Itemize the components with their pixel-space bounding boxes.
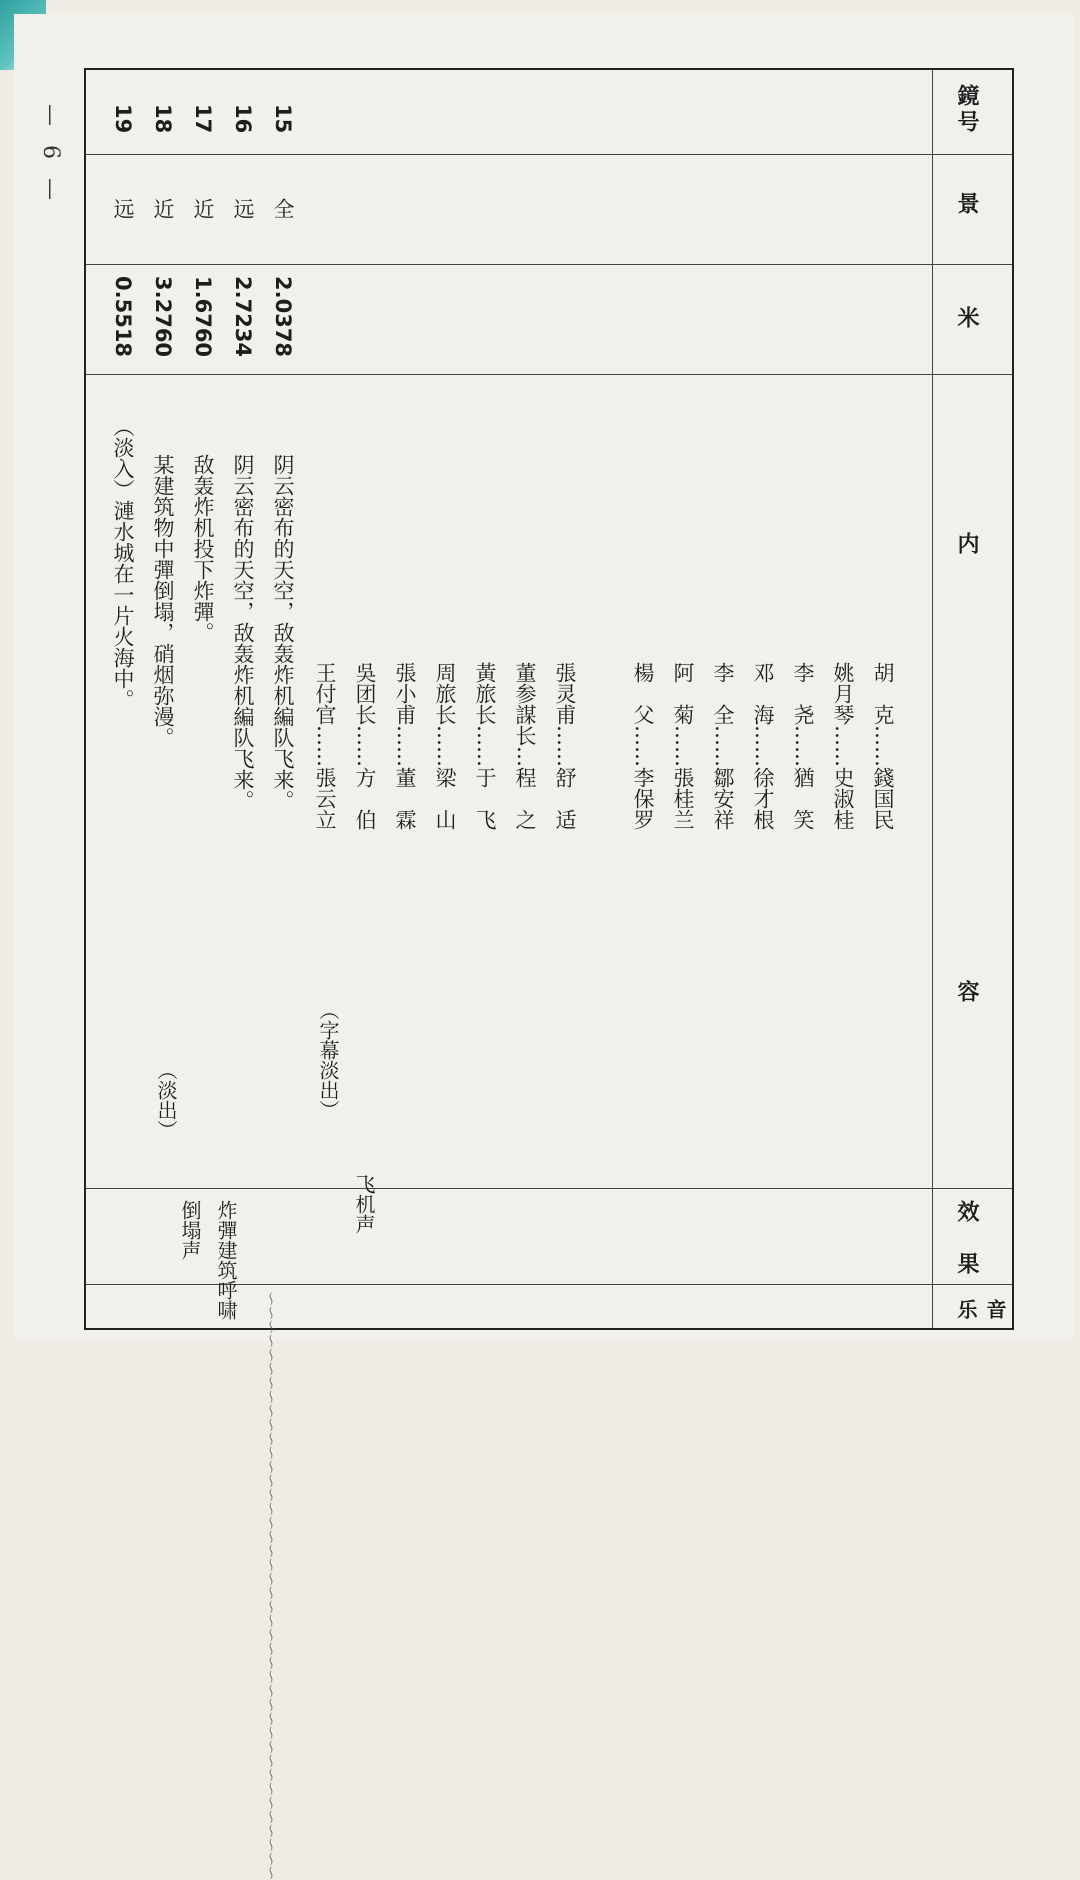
content-line: （淡入）漣水城在一片火海中。 bbox=[111, 416, 135, 710]
divider-scene bbox=[86, 264, 1012, 265]
header-meters: 米 bbox=[954, 306, 980, 332]
header-content-b: 容 bbox=[954, 980, 980, 1006]
row-15-no: 15 bbox=[271, 104, 295, 134]
divider-content bbox=[86, 1188, 1012, 1189]
header-row-divider bbox=[932, 70, 933, 1328]
divider-meters bbox=[86, 374, 1012, 375]
cast-line: 周旅长……梁 山 bbox=[433, 662, 457, 830]
effect-bomb: 炸彈建筑呼啸倒塌声 bbox=[178, 1200, 238, 1320]
row-16-no: 16 bbox=[231, 104, 255, 134]
cast-line: 吳团长……方 伯 bbox=[353, 662, 377, 830]
row-19-meters: 0.5518 bbox=[111, 276, 135, 358]
row-17-no: 17 bbox=[191, 104, 215, 134]
content-line: 阴云密布的天空，敌轰炸机編队飞来。 bbox=[271, 454, 295, 811]
row-16-meters: 2.7234 bbox=[231, 276, 255, 358]
cast-line: 胡 克……錢国民 bbox=[871, 662, 895, 830]
cast-line: 李 全……鄒安祥 bbox=[711, 662, 735, 830]
row-18-meters: 3.2760 bbox=[151, 276, 175, 358]
cast-line: 董参謀长…程 之 bbox=[513, 662, 537, 830]
header-content-a: 内 bbox=[954, 532, 980, 558]
cast-line: 張灵甫……舒 适 bbox=[553, 662, 577, 830]
header-shot-no: 鏡号 bbox=[954, 84, 980, 136]
row-15-meters: 2.0378 bbox=[271, 276, 295, 358]
header-effects: 效 果 bbox=[954, 1200, 980, 1278]
content-line: 敌轰炸机投下炸彈。 bbox=[191, 454, 215, 643]
row-19-scene: 远 bbox=[111, 198, 135, 219]
content-line: 某建筑物中彈倒塌，硝烟弥漫。 bbox=[151, 454, 175, 748]
cast-line: 張小甫……董 霖 bbox=[393, 662, 417, 830]
row-15-scene: 全 bbox=[271, 198, 295, 219]
row-17-scene: 近 bbox=[191, 198, 215, 219]
row-18-scene: 近 bbox=[151, 198, 175, 219]
effect-plane-sound: 飞机声 bbox=[352, 1174, 376, 1234]
row-17-meters: 1.6760 bbox=[191, 276, 215, 358]
row-16-scene: 远 bbox=[231, 198, 255, 219]
cast-line: 邓 海……徐才根 bbox=[751, 662, 775, 830]
cast-line: 黃旅长……于 飞 bbox=[473, 662, 497, 830]
header-scene: 景 bbox=[954, 192, 980, 218]
music-wave-line: 〜〜〜〜〜〜〜〜〜〜〜〜〜〜〜〜〜〜〜〜〜〜〜〜〜〜〜〜〜〜〜〜〜〜〜〜〜〜〜〜〜〜 bbox=[262, 1292, 278, 1880]
cast-line: 王付官……張云立 bbox=[313, 662, 337, 830]
header-music: 音乐 bbox=[954, 1299, 1007, 1323]
row-18-no: 18 bbox=[151, 104, 175, 134]
cast-line: 李 尧……猶 笑 bbox=[791, 662, 815, 830]
shot-table bbox=[84, 68, 1014, 1330]
cast-line: 楊 父……李保罗 bbox=[631, 662, 655, 830]
cast-line: 阿 菊……張桂兰 bbox=[671, 662, 695, 830]
row-19-no: 19 bbox=[111, 104, 135, 134]
divider-shot-no bbox=[86, 154, 1012, 155]
cast-line: 姚月琴……史淑桂 bbox=[831, 662, 855, 830]
content-line: 阴云密布的天空，敌轰炸机編队飞来。 bbox=[231, 454, 255, 811]
subtitles-fade-note: （字幕淡出） bbox=[316, 1000, 340, 1120]
page-number: — 6 — bbox=[38, 104, 63, 206]
fade-out-note: （淡出） bbox=[154, 1060, 178, 1140]
